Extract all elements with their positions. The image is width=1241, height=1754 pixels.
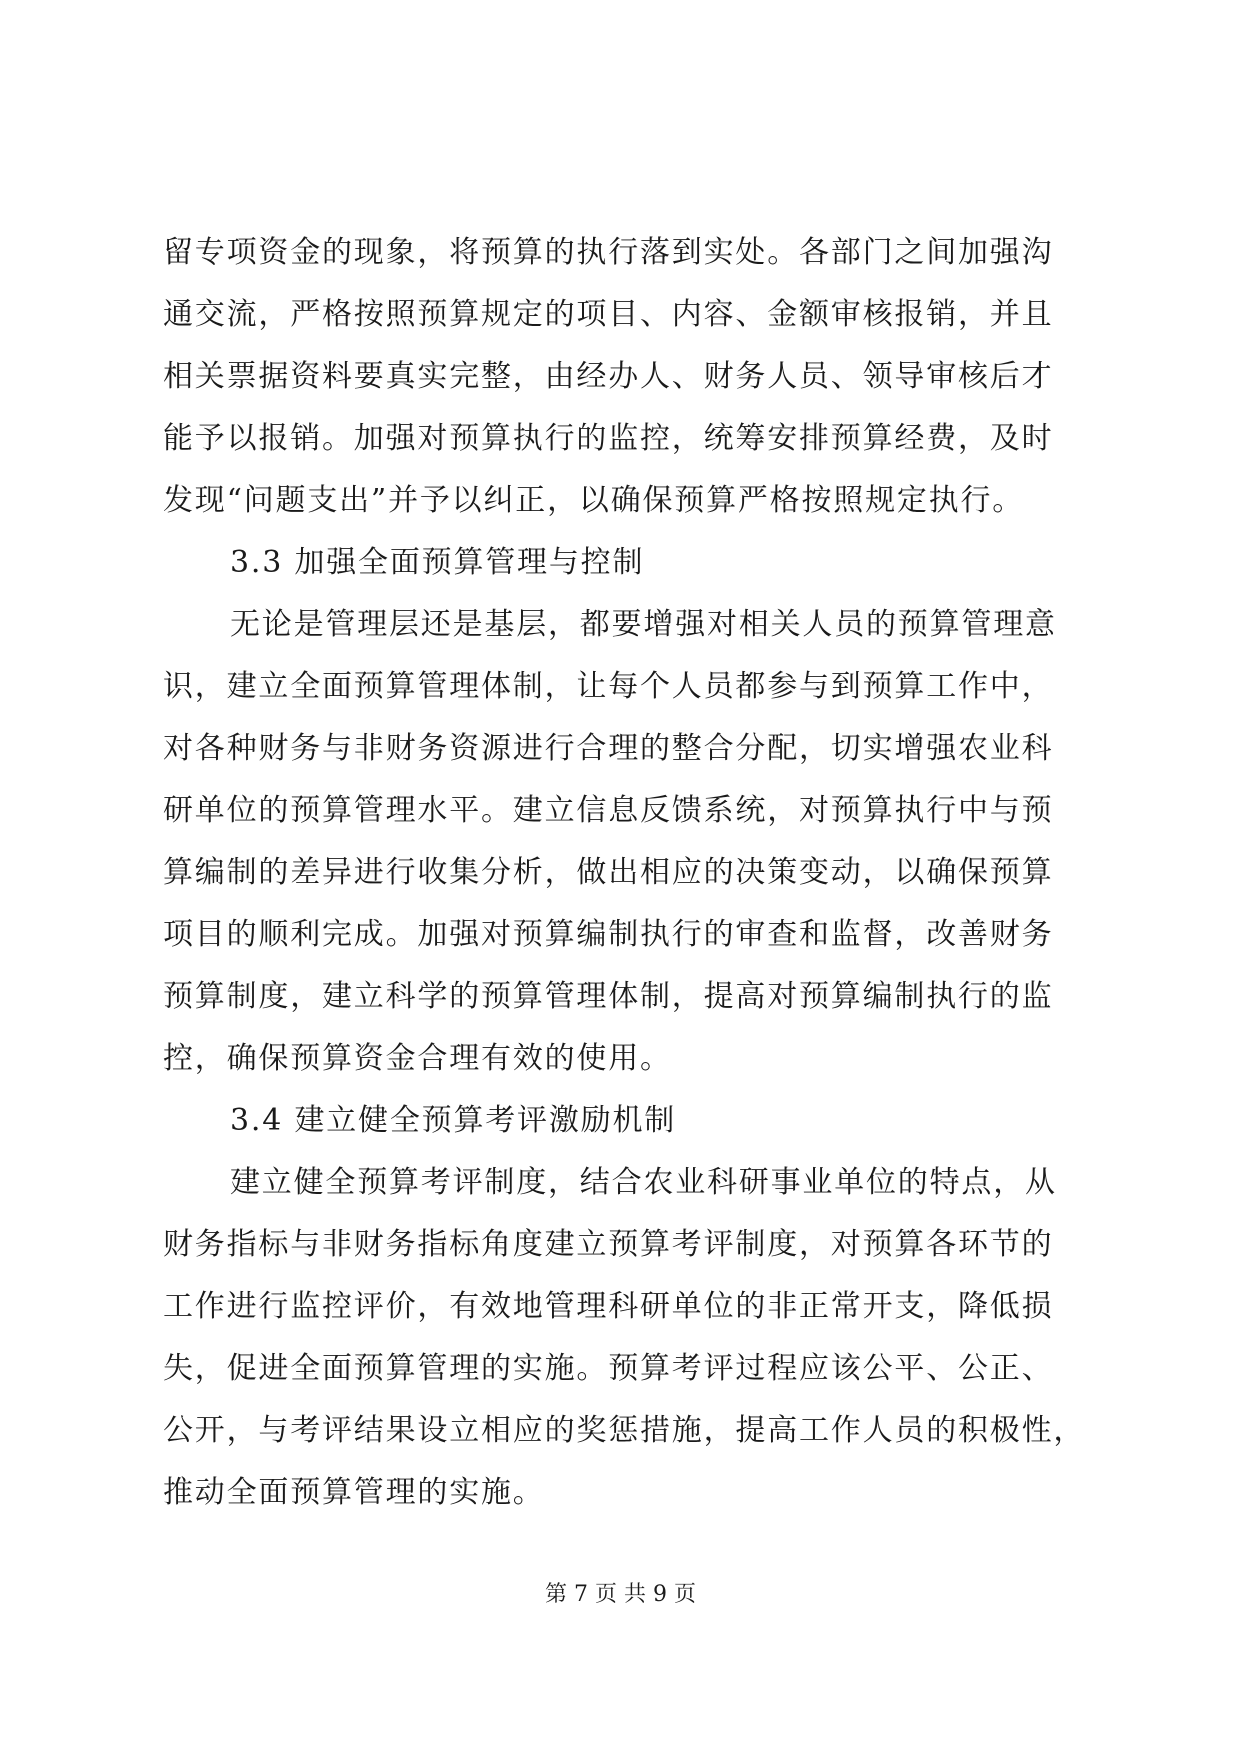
text-line: 通交流，严格按照预算规定的项目、内容、金额审核报销，并且	[163, 297, 1054, 332]
text-line: 失，促进全面预算管理的实施。预算考评过程应该公平、公正、	[163, 1351, 1054, 1386]
text-line: 发现“问题支出”并予以纠正，以确保预算严格按照规定执行。	[163, 483, 1025, 518]
text-line: 对各种财务与非财务资源进行合理的整合分配，切实增强农业科	[163, 731, 1054, 766]
text-line: 项目的顺利完成。加强对预算编制执行的审查和监督，改善财务	[163, 917, 1054, 952]
text-line: 识，建立全面预算管理体制，让每个人员都参与到预算工作中，	[163, 669, 1054, 704]
text-line: 财务指标与非财务指标角度建立预算考评制度，对预算各环节的	[163, 1227, 1054, 1262]
section-heading: 3.4 建立健全预算考评激励机制	[230, 1103, 677, 1138]
text-line: 公开，与考评结果设立相应的奖惩措施，提高工作人员的积极性，	[163, 1413, 1086, 1448]
text-line: 相关票据资料要真实完整，由经办人、财务人员、领导审核后才	[163, 359, 1054, 394]
paragraph-first-line: 无论是管理层还是基层，都要增强对相关人员的预算管理意	[230, 607, 1057, 642]
text-line: 能予以报销。加强对预算执行的监控，统筹安排预算经费，及时	[163, 421, 1054, 456]
text-line: 工作进行监控评价，有效地管理科研单位的非正常开支，降低损	[163, 1289, 1054, 1324]
section-heading: 3.3 加强全面预算管理与控制	[230, 545, 645, 580]
text-line: 留专项资金的现象，将预算的执行落到实处。各部门之间加强沟	[163, 235, 1054, 270]
text-line: 研单位的预算管理水平。建立信息反馈系统，对预算执行中与预	[163, 793, 1054, 828]
paragraph-first-line: 建立健全预算考评制度，结合农业科研事业单位的特点，从	[230, 1165, 1057, 1200]
text-line: 预算制度，建立科学的预算管理体制，提高对预算编制执行的监	[163, 979, 1054, 1014]
text-line: 推动全面预算管理的实施。	[163, 1475, 545, 1510]
document-body	[163, 222, 1086, 1524]
text-line: 算编制的差异进行收集分析，做出相应的决策变动，以确保预算	[163, 855, 1054, 890]
page-number-footer: 第 7 页 共 9 页	[545, 1582, 696, 1607]
text-line: 控，确保预算资金合理有效的使用。	[163, 1041, 672, 1076]
